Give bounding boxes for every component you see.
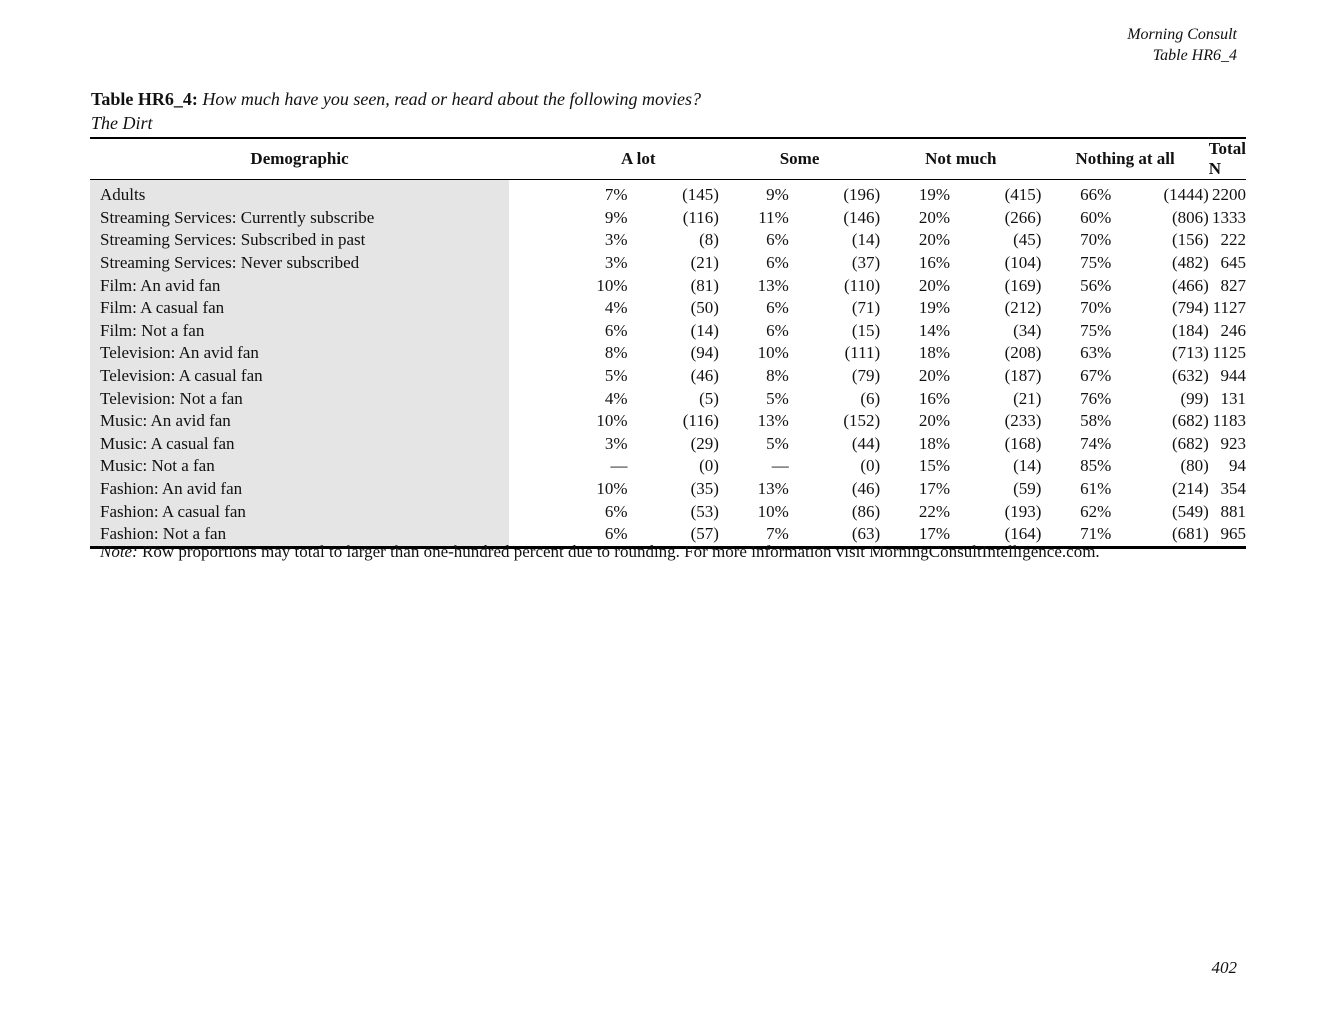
cell-count: (71) bbox=[851, 298, 881, 318]
cell-percent: 16% bbox=[918, 253, 951, 273]
cell-percent: 11% bbox=[758, 207, 789, 227]
cell-percent: 18% bbox=[918, 343, 951, 363]
cell-percent: 14% bbox=[918, 320, 951, 340]
col-header-total-n: Total N bbox=[1208, 139, 1246, 178]
cell-count: (34) bbox=[1013, 320, 1042, 340]
row-label: Streaming Services: Subscribed in past bbox=[90, 229, 509, 252]
cell-percent: 58% bbox=[1080, 411, 1112, 431]
cell-percent: 70% bbox=[1080, 230, 1112, 250]
cell-percent: 8% bbox=[766, 366, 789, 386]
cell-count: (466) bbox=[1171, 275, 1209, 295]
cell-count: (156) bbox=[1171, 230, 1209, 250]
cell-percent: 7% bbox=[604, 185, 628, 205]
cell-percent: 13% bbox=[757, 275, 789, 295]
cell-count: (187) bbox=[1004, 366, 1042, 386]
cell-total-n: 246 bbox=[1220, 320, 1246, 340]
cell-percent: 19% bbox=[918, 298, 951, 318]
cell-count: (94) bbox=[690, 343, 719, 363]
cell-percent: 10% bbox=[757, 343, 789, 363]
cell-count: (46) bbox=[851, 479, 881, 499]
cell-percent: 13% bbox=[757, 411, 789, 431]
cell-percent: 75% bbox=[1080, 253, 1112, 273]
cell-percent: 85% bbox=[1080, 456, 1112, 476]
cell-count: (15) bbox=[851, 320, 881, 340]
cell-count: (45) bbox=[1013, 230, 1042, 250]
cell-percent: 20% bbox=[918, 366, 951, 386]
cell-percent: 71% bbox=[1080, 524, 1112, 544]
table-row bbox=[90, 365, 1246, 388]
row-label: Fashion: An avid fan bbox=[90, 478, 509, 501]
cell-percent: 3% bbox=[604, 433, 628, 453]
cell-percent: 4% bbox=[604, 298, 628, 318]
row-label: Fashion: A casual fan bbox=[90, 500, 509, 523]
cell-count: (482) bbox=[1171, 253, 1209, 273]
cell-percent: 10% bbox=[596, 275, 628, 295]
cell-count: (794) bbox=[1171, 298, 1209, 318]
cell-percent: 62% bbox=[1080, 501, 1112, 521]
cell-count: (21) bbox=[1013, 388, 1042, 408]
cell-percent: 56% bbox=[1080, 275, 1112, 295]
row-label: Fashion: Not a fan bbox=[90, 523, 509, 547]
cell-count: (682) bbox=[1171, 433, 1209, 453]
cell-percent: 13% bbox=[757, 479, 789, 499]
cell-percent: 20% bbox=[918, 207, 951, 227]
cell-percent: 76% bbox=[1080, 388, 1112, 408]
cell-percent: 6% bbox=[604, 501, 628, 521]
table-title bbox=[91, 87, 701, 135]
header-table-id: Table HR6_4 bbox=[1152, 47, 1237, 64]
table-row bbox=[90, 184, 1246, 207]
cell-total-n: 645 bbox=[1220, 253, 1246, 273]
cell-percent: 5% bbox=[766, 388, 789, 408]
cell-percent: 70% bbox=[1080, 298, 1112, 318]
cell-total-n: 1125 bbox=[1212, 343, 1246, 363]
col-header-demographic: Demographic bbox=[90, 138, 509, 180]
cell-percent: 10% bbox=[757, 501, 789, 521]
cell-count: (806) bbox=[1171, 207, 1209, 227]
cell-percent: 67% bbox=[1080, 366, 1112, 386]
table-row bbox=[90, 274, 1246, 297]
cell-count: (8) bbox=[699, 230, 719, 250]
row-label: Adults bbox=[90, 184, 509, 207]
table-title-label: Table HR6_4: bbox=[91, 89, 198, 109]
cell-count: (0) bbox=[860, 456, 881, 476]
cell-count: (1444) bbox=[1163, 185, 1209, 205]
cell-percent: 20% bbox=[918, 411, 951, 431]
row-label: Streaming Services: Currently subscribe bbox=[90, 207, 509, 230]
cell-count: (86) bbox=[851, 501, 881, 521]
cell-total-n: 965 bbox=[1220, 524, 1246, 544]
table-row bbox=[90, 252, 1246, 275]
cell-count: (145) bbox=[682, 185, 719, 205]
cell-count: (549) bbox=[1171, 501, 1209, 521]
cell-percent: 4% bbox=[604, 388, 628, 408]
row-label: Music: A casual fan bbox=[90, 433, 509, 456]
row-label: Television: An avid fan bbox=[90, 342, 509, 365]
cell-count: (59) bbox=[1013, 479, 1042, 499]
cell-total-n: 94 bbox=[1229, 456, 1246, 476]
table-row bbox=[90, 478, 1246, 501]
cell-total-n: 222 bbox=[1220, 230, 1246, 250]
col-header-nothing-at-all: Nothing at all bbox=[1041, 138, 1208, 180]
cell-total-n: 923 bbox=[1220, 433, 1246, 453]
cell-count: (80) bbox=[1180, 456, 1209, 476]
cell-total-n: 827 bbox=[1220, 275, 1246, 295]
table-row bbox=[90, 387, 1246, 410]
cell-total-n: 1127 bbox=[1212, 298, 1246, 318]
cell-count: (53) bbox=[690, 501, 719, 521]
cell-count: (233) bbox=[1004, 411, 1042, 431]
cell-percent: 6% bbox=[604, 320, 628, 340]
cell-count: (266) bbox=[1004, 207, 1042, 227]
cell-count: (681) bbox=[1171, 524, 1209, 544]
table-row bbox=[90, 297, 1246, 320]
page-header bbox=[1127, 24, 1237, 66]
cell-total-n: 2200 bbox=[1212, 185, 1246, 205]
cell-percent: 22% bbox=[918, 501, 951, 521]
table-row bbox=[90, 342, 1246, 365]
cell-percent: — bbox=[610, 456, 628, 476]
cell-percent: 5% bbox=[604, 366, 628, 386]
cell-count: (14) bbox=[851, 230, 881, 250]
row-label: Streaming Services: Never subscribed bbox=[90, 252, 509, 275]
cell-percent: 66% bbox=[1080, 185, 1112, 205]
cell-count: (37) bbox=[851, 253, 881, 273]
header-org: Morning Consult bbox=[1127, 26, 1237, 43]
cell-total-n: 1333 bbox=[1212, 207, 1246, 227]
row-label: Television: A casual fan bbox=[90, 365, 509, 388]
cell-percent: 17% bbox=[918, 479, 951, 499]
cell-count: (14) bbox=[690, 320, 719, 340]
cell-percent: 5% bbox=[766, 433, 789, 453]
note-text: Row proportions may total to larger than one-hundred percent due to rounding. For more information visit MorningConsultIntelligence.com. bbox=[142, 542, 1100, 561]
cell-count: (208) bbox=[1004, 343, 1042, 363]
table-subtitle: The Dirt bbox=[91, 113, 153, 133]
cell-percent: 63% bbox=[1080, 343, 1112, 363]
table-row bbox=[90, 500, 1246, 523]
table-row bbox=[90, 207, 1246, 230]
cell-count: (6) bbox=[860, 388, 881, 408]
table-row bbox=[90, 229, 1246, 252]
cell-count: (0) bbox=[699, 456, 719, 476]
cell-count: (50) bbox=[690, 298, 719, 318]
cell-count: (81) bbox=[690, 275, 719, 295]
cell-total-n: 881 bbox=[1220, 501, 1246, 521]
cell-total-n: 1183 bbox=[1212, 411, 1246, 431]
cell-percent: 3% bbox=[604, 253, 628, 273]
table-row bbox=[90, 455, 1246, 478]
table-row bbox=[90, 410, 1246, 433]
cell-percent: 19% bbox=[918, 185, 951, 205]
row-label: Television: Not a fan bbox=[90, 387, 509, 410]
cell-count: (193) bbox=[1004, 501, 1042, 521]
cell-count: (63) bbox=[851, 524, 881, 544]
cell-count: (146) bbox=[843, 207, 881, 227]
cell-percent: 75% bbox=[1080, 320, 1112, 340]
col-header-a-lot: A lot bbox=[558, 138, 719, 180]
cell-percent: 6% bbox=[604, 524, 628, 544]
cell-count: (35) bbox=[690, 479, 719, 499]
table-row bbox=[90, 320, 1246, 343]
row-label: Music: Not a fan bbox=[90, 455, 509, 478]
table-note bbox=[100, 542, 1100, 562]
cell-count: (682) bbox=[1171, 411, 1209, 431]
cell-percent: 6% bbox=[766, 230, 789, 250]
col-header-some: Some bbox=[719, 138, 880, 180]
page-number: 402 bbox=[1211, 958, 1237, 977]
cell-percent: 60% bbox=[1080, 207, 1112, 227]
cell-percent: 6% bbox=[766, 320, 789, 340]
cell-count: (196) bbox=[843, 185, 881, 205]
cell-total-n: 131 bbox=[1220, 388, 1246, 408]
cell-percent: 61% bbox=[1080, 479, 1112, 499]
cell-count: (110) bbox=[843, 275, 881, 295]
cell-count: (184) bbox=[1171, 320, 1209, 340]
cell-percent: 17% bbox=[918, 524, 951, 544]
header-row bbox=[90, 138, 1246, 180]
cell-count: (29) bbox=[690, 433, 719, 453]
cell-percent: — bbox=[771, 456, 789, 476]
cell-percent: 18% bbox=[918, 433, 951, 453]
row-label: Film: Not a fan bbox=[90, 320, 509, 343]
cell-count: (57) bbox=[690, 524, 719, 544]
cell-percent: 74% bbox=[1080, 433, 1112, 453]
table-row bbox=[90, 433, 1246, 456]
cell-count: (111) bbox=[844, 343, 881, 363]
cell-count: (168) bbox=[1004, 433, 1042, 453]
col-header-not-much: Not much bbox=[880, 138, 1041, 180]
cell-count: (116) bbox=[682, 411, 719, 431]
cell-percent: 9% bbox=[766, 185, 789, 205]
row-label: Film: A casual fan bbox=[90, 297, 509, 320]
cell-total-n: 354 bbox=[1220, 479, 1246, 499]
cell-percent: 6% bbox=[766, 253, 789, 273]
cell-percent: 10% bbox=[596, 411, 628, 431]
cell-count: (713) bbox=[1171, 343, 1209, 363]
cell-percent: 20% bbox=[918, 230, 951, 250]
cell-count: (212) bbox=[1004, 298, 1042, 318]
cell-count: (21) bbox=[690, 253, 719, 273]
cell-count: (79) bbox=[851, 366, 881, 386]
cell-total-n: 944 bbox=[1220, 366, 1246, 386]
cell-percent: 20% bbox=[918, 275, 951, 295]
cell-percent: 3% bbox=[604, 230, 628, 250]
cell-count: (14) bbox=[1013, 456, 1042, 476]
cell-count: (214) bbox=[1171, 479, 1209, 499]
table-question: How much have you seen, read or heard about the following movies? bbox=[202, 89, 701, 109]
cell-percent: 9% bbox=[604, 207, 628, 227]
crosstab-table bbox=[90, 137, 1246, 549]
cell-count: (104) bbox=[1004, 253, 1042, 273]
cell-percent: 6% bbox=[766, 298, 789, 318]
cell-count: (632) bbox=[1171, 366, 1209, 386]
cell-count: (5) bbox=[699, 388, 719, 408]
row-label: Music: An avid fan bbox=[90, 410, 509, 433]
cell-percent: 8% bbox=[604, 343, 628, 363]
cell-percent: 10% bbox=[596, 479, 628, 499]
cell-count: (415) bbox=[1004, 185, 1042, 205]
cell-count: (116) bbox=[682, 207, 719, 227]
cell-count: (164) bbox=[1004, 524, 1042, 544]
cell-count: (152) bbox=[843, 411, 881, 431]
note-label: Note: bbox=[100, 542, 138, 561]
cell-count: (44) bbox=[851, 433, 881, 453]
row-label: Film: An avid fan bbox=[90, 274, 509, 297]
cell-percent: 15% bbox=[918, 456, 951, 476]
cell-count: (169) bbox=[1004, 275, 1042, 295]
cell-count: (46) bbox=[690, 366, 719, 386]
cell-count: (99) bbox=[1180, 388, 1209, 408]
cell-percent: 16% bbox=[918, 388, 951, 408]
cell-percent: 7% bbox=[766, 524, 789, 544]
